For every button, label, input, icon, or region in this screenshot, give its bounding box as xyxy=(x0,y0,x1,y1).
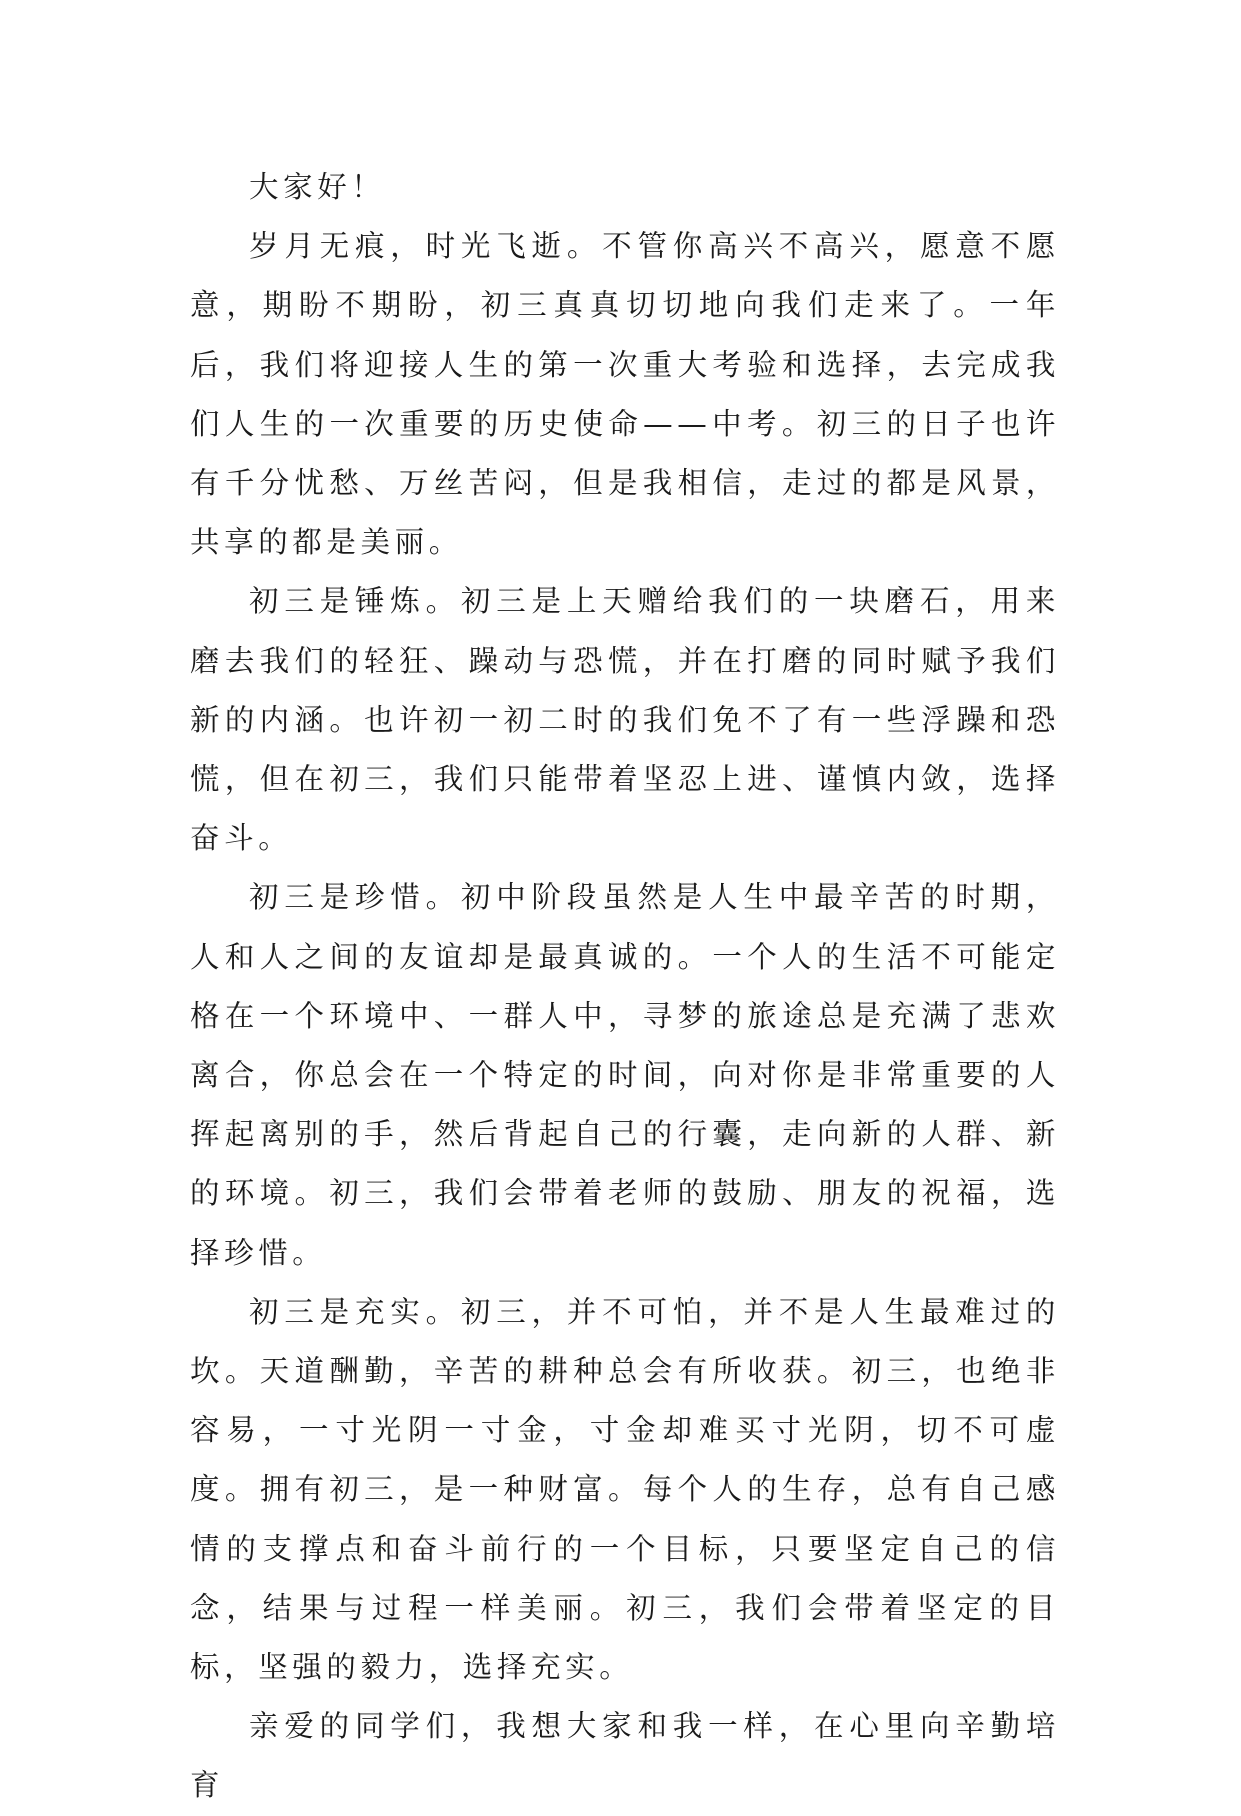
speech-body xyxy=(190,158,1060,1816)
greeting: 大家好！ xyxy=(249,170,386,204)
paragraph-tempering: 初三是锤炼。初三是上天赠给我们的一块磨石，用来磨去我们的轻狂、躁动与恐慌，并在打磨的同时赋予我们新的内涵。也许初一初二时的我们免不了有一些浮躁和恐慌，但在初三，我们只能带着坚忍上进、谨慎内敛，选择奋斗。 xyxy=(190,584,1060,856)
paragraph-closing: 亲爱的同学们，我想大家和我一样，在心里向辛勤培育 xyxy=(190,1709,1060,1803)
paragraph-intro: 岁月无痕，时光飞逝。不管你高兴不高兴，愿意不愿意，期盼不期盼，初三真真切切地向我们走来了。一年后，我们将迎接人生的第一次重大考验和选择，去完成我们人生的一次重要的历史使命——中考。初三的日子也许有千分忧愁、万丝苦闷，但是我相信，走过的都是风景，共享的都是美丽。 xyxy=(190,229,1060,560)
paragraph-cherish: 初三是珍惜。初中阶段虽然是人生中最辛苦的时期，人和人之间的友谊却是最真诚的。一个人的生活不可能定格在一个环境中、一群人中，寻梦的旅途总是充满了悲欢离合，你总会在一个特定的时间，向对你是非常重要的人挥起离别的手，然后背起自己的行囊，走向新的人群、新的环境。初三，我们会带着老师的鼓励、朋友的祝福，选择珍惜。 xyxy=(190,880,1060,1270)
paragraph-fulfillment: 初三是充实。初三，并不可怕，并不是人生最难过的坎。天道酬勤，辛苦的耕种总会有所收获。初三，也绝非容易，一寸光阴一寸金，寸金却难买寸光阴，切不可虚度。拥有初三，是一种财富。每个人的生存，总有自己感情的支撑点和奋斗前行的一个目标，只要坚定自己的信念，结果与过程一样美丽。初三，我们会带着坚定的目标，坚强的毅力，选择充实。 xyxy=(190,1294,1060,1685)
